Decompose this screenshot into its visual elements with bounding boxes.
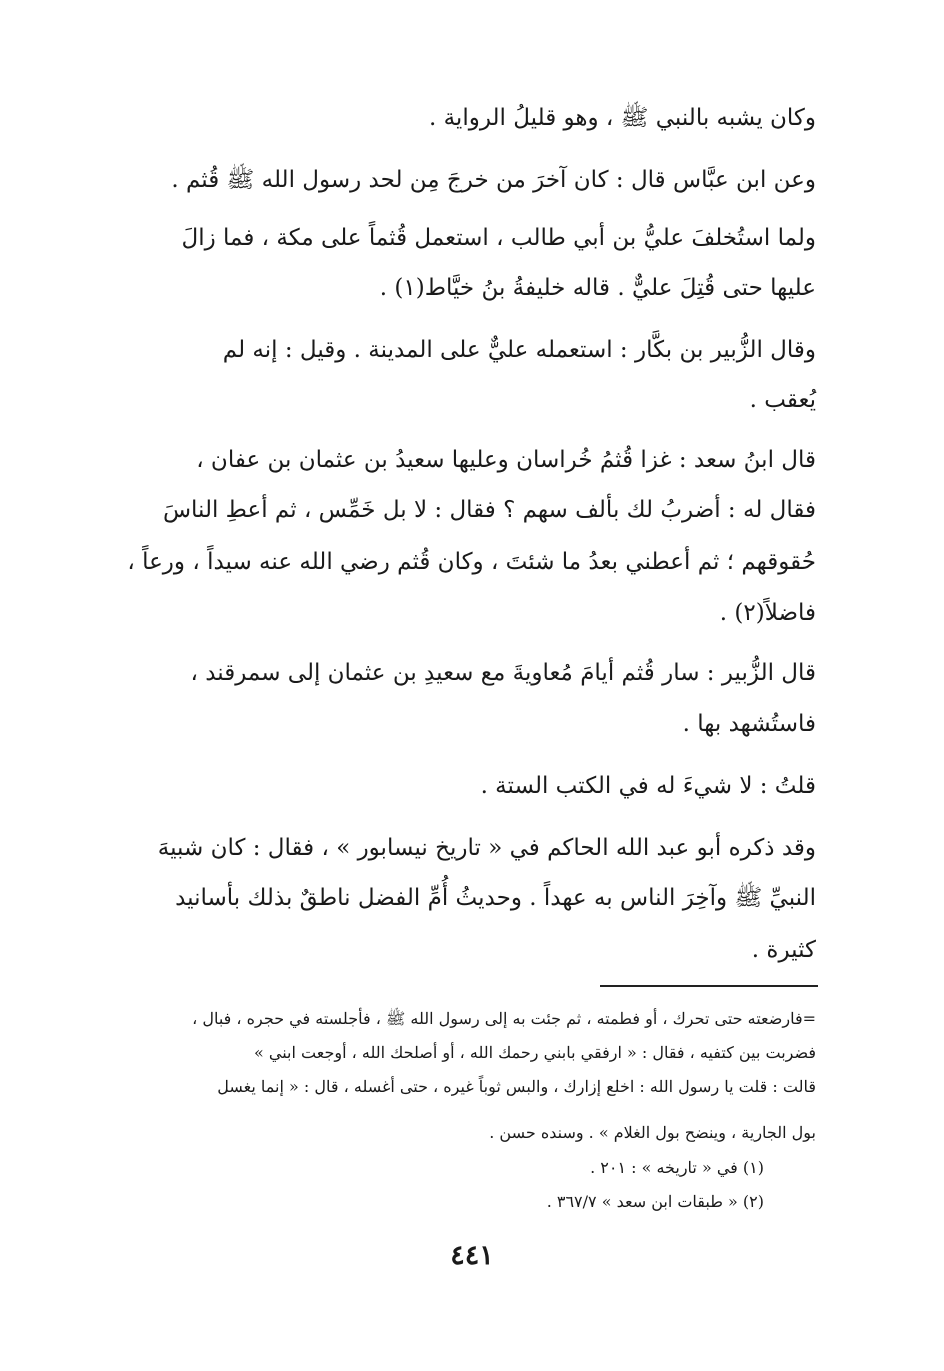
footnote-divider — [600, 985, 818, 987]
footnote-ref-2: (٢) « طبقات ابن سعد » ٣٦٧/٧ . — [546, 1192, 764, 1211]
body-line: عليها حتى قُتِلَ عليٌّ . قاله خليفةُ بنُ خيَّاط(١) . — [379, 275, 816, 301]
body-line: قال ابنُ سعد : غزا قُثمُ خُراسان وعليها سعيدُ بن عثمان بن عفان ، — [196, 447, 816, 473]
footnote-line: قالت : قلت يا رسول الله : اخلع إزارك ، والبس ثوباً غيره ، حتى أغسله ، قال : « إنما يغسل — [217, 1077, 816, 1096]
body-line: يُعقب . — [749, 387, 816, 413]
body-line: وعن ابن عبَّاس قال : كان آخرَ من خرجَ مِن لحد رسول الله ﷺ قُثم . — [171, 167, 816, 193]
body-line: ولما استُخلفَ عليُّ بن أبي طالب ، استعمل قُثماً على مكة ، فما زالَ — [181, 225, 816, 251]
body-line: النبيِّ ﷺ وآخِرَ الناس به عهداً . وحديثُ أُمِّ الفضل ناطقٌ بذلك بأسانيد — [175, 885, 816, 911]
body-line: وقد ذكره أبو عبد الله الحاكم في « تاريخ نيسابور » ، فقال : كان شبيهَ — [157, 835, 816, 861]
body-line: فاستُشهد بها . — [682, 711, 816, 737]
body-line: كثيرة . — [751, 937, 816, 963]
body-line: حُقوقهم ؛ ثم أعطني بعدُ ما شئتَ ، وكان قُثم رضي الله عنه سيداً ، ورعاً ، — [127, 549, 816, 575]
footnote-line: =فارضعته حتى تحرك ، أو فطمته ، ثم جئت به إلى رسول الله ﷺ ، فأجلسته في حجره ، فبال ، — [192, 1009, 816, 1028]
body-line: فاضلاً(٢) . — [719, 600, 816, 626]
body-line: وقال الزُّبير بن بكَّار : استعمله عليٌّ على المدينة . وقيل : إنه لم — [222, 337, 816, 363]
body-line: قلتُ : لا شيءَ له في الكتب الستة . — [480, 773, 816, 799]
body-line: فقال له : أضربُ لك بألف سهم ؟ فقال : لا بل خَمِّس ، ثم أعطِ الناسَ — [162, 497, 816, 523]
body-line: قال الزُّبير : سار قُثم أيامَ مُعاويةَ مع سعيدِ بن عثمان إلى سمرقند ، — [190, 660, 816, 686]
page-number: ٤٤١ — [450, 1240, 494, 1271]
footnote-ref-1: (١) في « تاريخه » : ٢٠١ . — [590, 1158, 764, 1177]
body-line: وكان يشبه بالنبي ﷺ ، وهو قليلُ الرواية . — [428, 105, 816, 131]
footnote-line: بول الجارية ، وينضح بول الغلام » . وسنده حسن . — [489, 1123, 816, 1142]
footnote-line: فضربت بين كتفيه ، فقال : « ارفقي بابني رحمك الله ، أو أصلحك الله ، أوجعت ابني » — [254, 1043, 816, 1062]
